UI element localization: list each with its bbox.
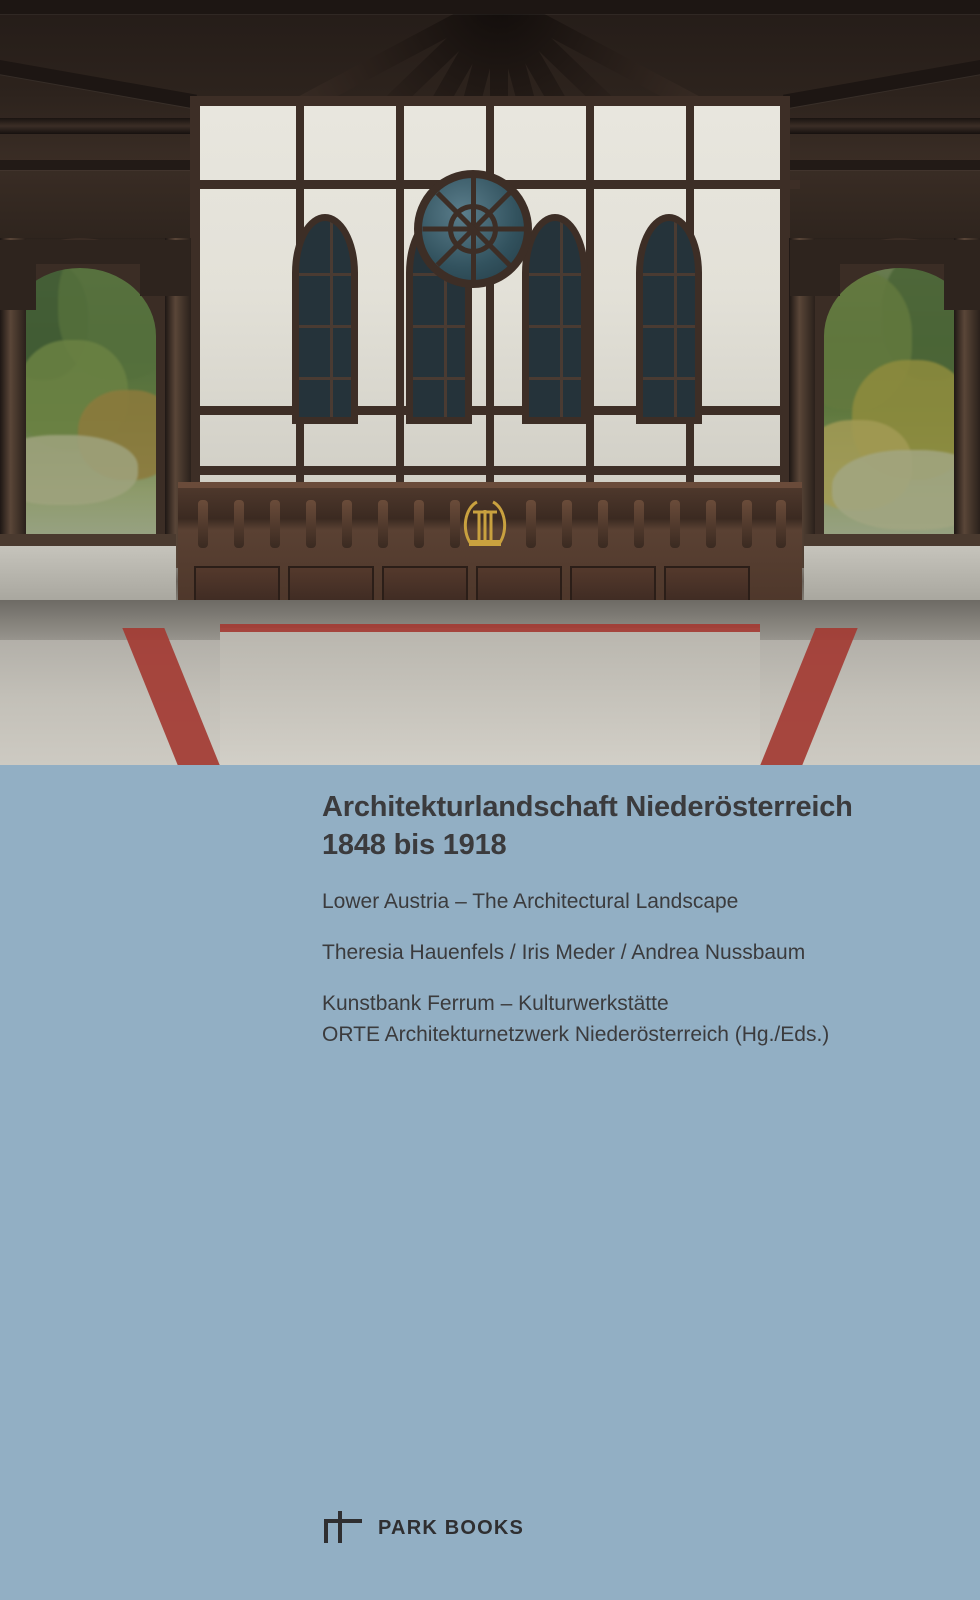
roof-beam [0,60,197,109]
publisher-name: PARK BOOKS [378,1516,525,1539]
title-group [322,789,942,1050]
book-title-line-1: Architekturlandschaft Niederösterreich [322,791,853,823]
arched-window [522,214,588,424]
fretwork-panel [36,240,140,264]
roof-beam [783,60,980,109]
balustrade-rail-left [0,534,176,546]
floor-inlay-stripe-front [220,624,760,632]
book-title [322,789,942,864]
book-editors-line-1: Kunstbank Ferrum – Kulturwerkstätte [322,992,669,1016]
publisher-logo [322,1511,524,1545]
side-balustrade-right [804,540,980,602]
book-authors: Theresia Hauenfels / Iris Meder / Andrea Nussbaum [322,940,806,964]
roof-beam [0,0,980,14]
cover-text-panel [0,765,980,1600]
arched-window [292,214,358,424]
mullion [200,466,800,475]
fretwork-bracket [944,240,980,310]
mullion [200,406,800,415]
balustrade-rail-right [804,534,980,546]
fretwork-panel [840,240,944,264]
lyre-ornament-icon [455,492,515,552]
fretwork-bracket [790,240,840,296]
side-balustrade-left [0,540,176,602]
arched-window [636,214,702,424]
fretwork-bracket [0,240,36,310]
bench-mark-icon [322,1511,364,1545]
book-editors-line-2: ORTE Architekturnetzwerk Niederösterreich (Hg./Eds.) [322,1022,830,1046]
book-title-line-2: 1848 bis 1918 [322,828,507,861]
book-editors [322,989,942,1050]
fretwork-bracket [140,240,190,296]
book-subtitle: Lower Austria – The Architectural Landscape [322,890,739,914]
cover-photograph [0,0,980,765]
mullion [396,106,404,526]
mullion [486,106,494,526]
floor-center-field [220,628,760,765]
glazed-bay [190,96,790,516]
oculus-round-window [414,170,532,288]
